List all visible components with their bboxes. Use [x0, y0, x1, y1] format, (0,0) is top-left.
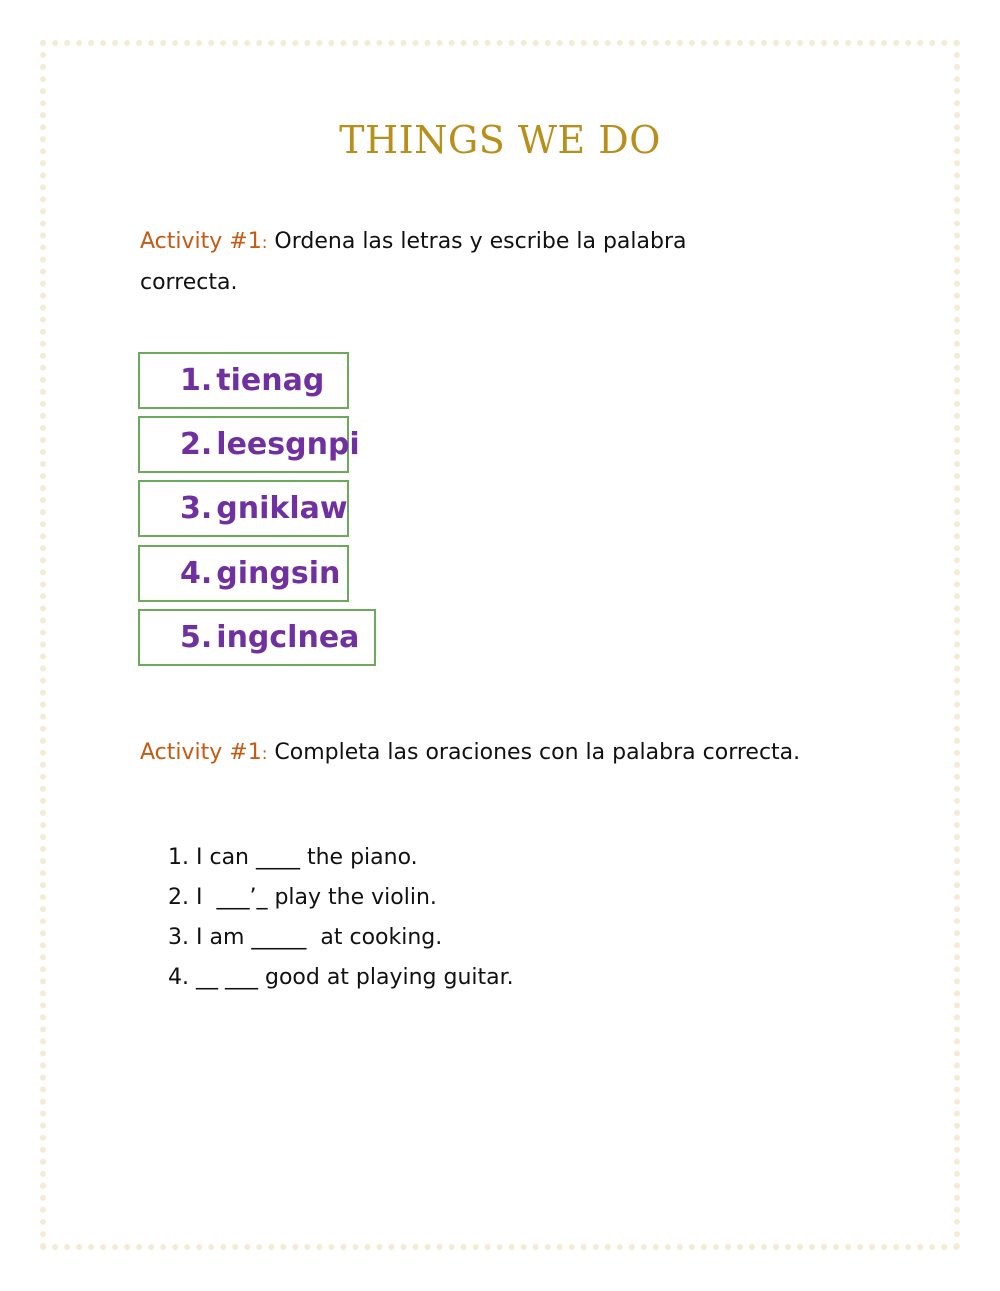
scrambled-word-box[interactable] — [138, 352, 349, 409]
activity-1-instruction — [140, 222, 687, 303]
scrambled-word: gniklaw — [216, 491, 348, 526]
activity-1-text-line2: correcta. — [140, 270, 238, 295]
word-number: 1. — [180, 363, 213, 398]
activity-2-label: Activity #1 — [140, 740, 262, 765]
activity-1-label: Activity #1 — [140, 229, 262, 254]
sentence-number: 3. — [168, 925, 189, 950]
activity-2-colon: : — [261, 744, 268, 764]
sentence-number: 1. — [168, 845, 189, 870]
word-number: 2. — [180, 427, 213, 462]
sentence-number: 2. — [168, 885, 189, 910]
sentence-text: I ___’_ play the violin. — [189, 885, 437, 910]
scrambled-word-box[interactable] — [138, 545, 349, 602]
sentence-text: __ ___ good at playing guitar. — [189, 965, 514, 990]
sentence-number: 4. — [168, 965, 189, 990]
activity-2-instruction — [140, 733, 800, 774]
word-number: 3. — [180, 491, 213, 526]
word-number: 5. — [180, 620, 213, 655]
sentence-text: I am _____ at cooking. — [189, 925, 443, 950]
activity-1-colon: : — [261, 233, 268, 253]
scrambled-word: tienag — [216, 363, 325, 398]
page-title: THINGS WE DO — [339, 118, 661, 162]
scrambled-word: gingsin — [216, 556, 341, 591]
scrambled-word: ingclnea — [216, 620, 360, 655]
activity-2-text: Completa las oraciones con la palabra correcta. — [267, 740, 801, 765]
sentence-item[interactable] — [168, 918, 514, 958]
scrambled-word-box[interactable] — [138, 416, 360, 473]
activity-1-text: Ordena las letras y escribe la palabra — [267, 229, 687, 254]
word-number: 4. — [180, 556, 213, 591]
scrambled-word-box[interactable] — [138, 609, 376, 666]
sentence-text: I can ____ the piano. — [189, 845, 418, 870]
scrambled-word: leesgnpi — [216, 427, 360, 462]
sentence-list — [168, 838, 514, 998]
sentence-item[interactable] — [168, 878, 514, 918]
sentence-item[interactable] — [168, 838, 514, 878]
sentence-item[interactable] — [168, 958, 514, 998]
scrambled-word-box[interactable] — [138, 480, 349, 537]
